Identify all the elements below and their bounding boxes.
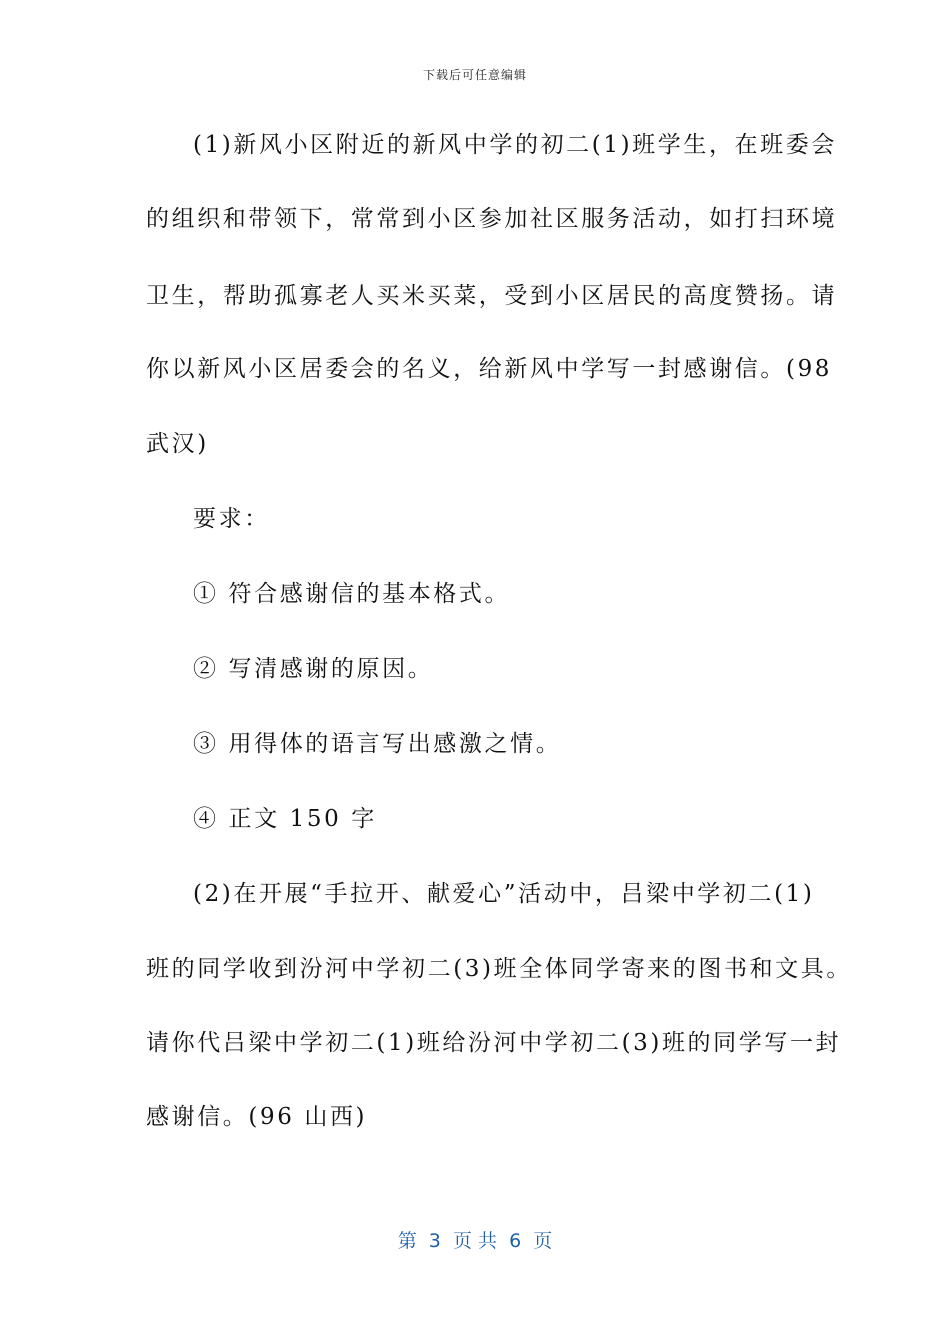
- requirement-item: ③ 用得体的语言写出感激之情。: [193, 731, 562, 757]
- page-number: 第 3 页 共 6 页: [397, 1230, 553, 1252]
- requirement-item: ② 写清感谢的原因。: [193, 656, 434, 682]
- header-note: 下载后可任意编辑: [422, 68, 527, 82]
- paragraph-line: 的组织和带领下，常常到小区参加社区服务活动，如打扫环境: [146, 206, 838, 232]
- paragraph-line: 武汉): [146, 431, 209, 457]
- paragraph-line: 班的同学收到汾河中学初二(3)班全体同学寄来的图书和文具。: [146, 956, 852, 982]
- paragraph-line: 感谢信。(96 山西): [146, 1104, 368, 1130]
- requirements-heading: 要求：: [193, 506, 270, 532]
- paragraph-line: (2)在开展“手拉开、献爱心”活动中，吕梁中学初二(1): [193, 881, 815, 907]
- paragraph-line: 你以新风小区居委会的名义，给新风中学写一封感谢信。(98: [146, 356, 833, 382]
- requirement-item: ④ 正文 150 字: [193, 806, 377, 832]
- requirement-item: ① 符合感谢信的基本格式。: [193, 581, 511, 607]
- paragraph-line: (1)新风小区附近的新风中学的初二(1)班学生，在班委会: [193, 132, 837, 158]
- paragraph-line: 卫生，帮助孤寡老人买米买菜，受到小区居民的高度赞扬。请: [146, 283, 838, 309]
- paragraph-line: 请你代吕梁中学初二(1)班给汾河中学初二(3)班的同学写一封: [146, 1030, 842, 1056]
